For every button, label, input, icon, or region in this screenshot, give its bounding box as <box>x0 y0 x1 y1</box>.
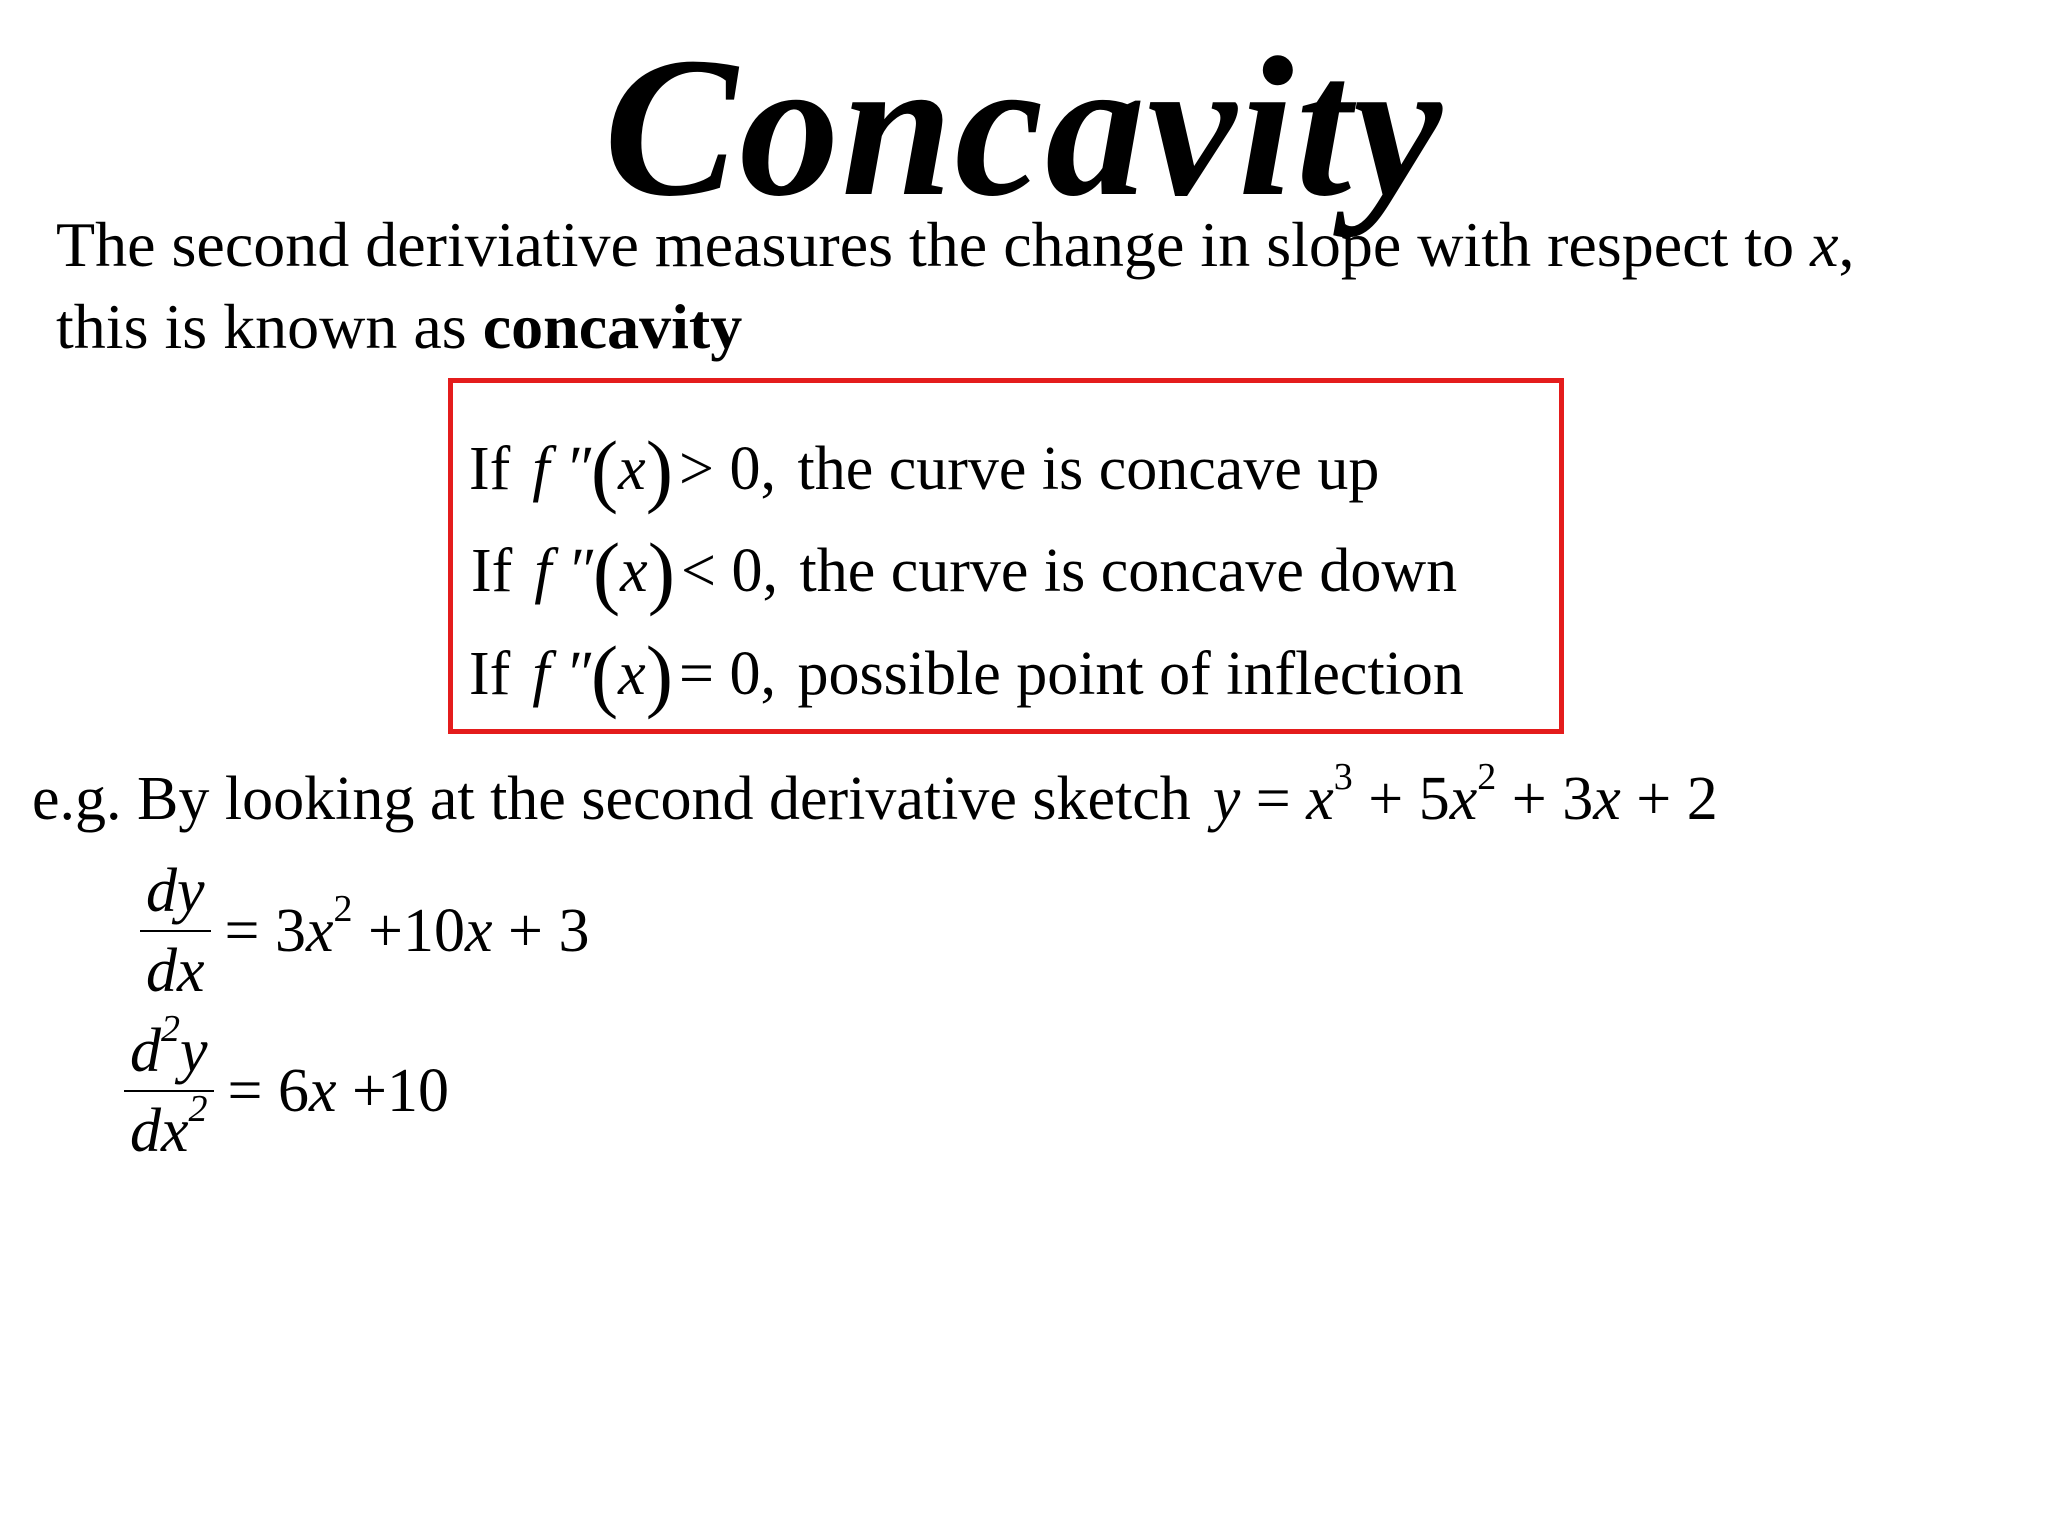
equation-x: x <box>1306 765 1334 833</box>
rule-prefix: If <box>469 435 511 503</box>
paren-close: ) <box>645 424 674 515</box>
rhs-term: + 3 <box>492 897 590 965</box>
rhs-term: = 6 <box>227 1057 309 1125</box>
fraction-numerator <box>124 1008 214 1092</box>
equation-lhs: y <box>1212 765 1241 833</box>
rule-relation: < 0, <box>681 537 778 605</box>
second-derivative <box>124 1008 449 1165</box>
intro-text-2: this is known as <box>56 291 483 362</box>
equation-equals: = <box>1240 765 1307 833</box>
rhs-x: x <box>309 1057 337 1125</box>
second-derivative-symbol: f ″ <box>532 640 591 708</box>
rule-text: the curve is concave up <box>797 435 1380 503</box>
rhs-exponent: 2 <box>333 888 353 930</box>
rule-variable: x <box>618 435 646 503</box>
example-equation <box>1212 756 1718 833</box>
numerator-d: d <box>130 1017 161 1085</box>
second-derivative-symbol: f ″ <box>534 537 593 605</box>
concavity-term: concavity <box>482 291 743 362</box>
first-derivative-rhs <box>224 888 590 965</box>
second-derivative-symbol: f ″ <box>532 435 591 503</box>
rhs-term: +10 <box>352 897 465 965</box>
intro-comma: , <box>1838 209 1855 280</box>
rule-concave-down <box>471 526 1458 617</box>
intro-paragraph <box>56 204 2036 368</box>
fraction-denominator <box>124 1088 214 1165</box>
example-line <box>32 756 1718 833</box>
example-label: e.g. <box>32 765 122 833</box>
paren-open: ( <box>592 526 621 617</box>
slide-title: Concavity <box>603 17 1445 238</box>
paren-close: ) <box>647 526 676 617</box>
concavity-rules-box <box>448 378 1564 734</box>
numerator-exponent: 2 <box>161 1008 180 1050</box>
rule-variable: x <box>618 640 646 708</box>
d2y-dx2-fraction <box>124 1008 214 1165</box>
numerator-y: y <box>180 1017 208 1085</box>
rule-prefix: If <box>471 537 513 605</box>
rule-relation: > 0, <box>679 435 776 503</box>
equation-exponent: 3 <box>1333 756 1353 798</box>
rhs-x: x <box>465 897 493 965</box>
second-derivative-rhs <box>228 1057 449 1125</box>
equation-x: x <box>1593 765 1621 833</box>
rhs-term: = 3 <box>224 897 306 965</box>
denominator-exponent: 2 <box>188 1088 208 1130</box>
fraction-denominator: dx <box>146 937 205 1005</box>
equation-term: + 3 <box>1496 765 1594 833</box>
intro-text: The second deriviative measures the change in slope with respect to <box>56 209 1811 280</box>
equation-term: + 2 <box>1620 765 1718 833</box>
intro-variable: x <box>1810 209 1839 280</box>
paren-open: ( <box>590 424 619 515</box>
equation-x: x <box>1449 765 1478 833</box>
equation-term: + 5 <box>1352 765 1450 833</box>
first-derivative <box>140 857 590 1005</box>
paren-close: ) <box>645 629 674 720</box>
rhs-term: +10 <box>336 1057 449 1125</box>
dy-dx-fraction <box>140 857 211 1005</box>
fraction-numerator: dy <box>140 860 211 932</box>
equation-exponent: 2 <box>1477 756 1497 798</box>
rule-inflection <box>469 629 1464 720</box>
rule-text: the curve is concave down <box>799 537 1458 605</box>
rule-concave-up <box>469 424 1380 515</box>
rule-relation: = 0, <box>679 640 776 708</box>
rule-text: possible point of inflection <box>797 640 1464 708</box>
paren-open: ( <box>590 629 619 720</box>
rule-variable: x <box>620 537 648 605</box>
rule-prefix: If <box>469 640 511 708</box>
rhs-x: x <box>306 897 334 965</box>
denominator-dx: dx <box>130 1097 189 1165</box>
example-text: By looking at the second derivative sketch <box>137 765 1191 833</box>
